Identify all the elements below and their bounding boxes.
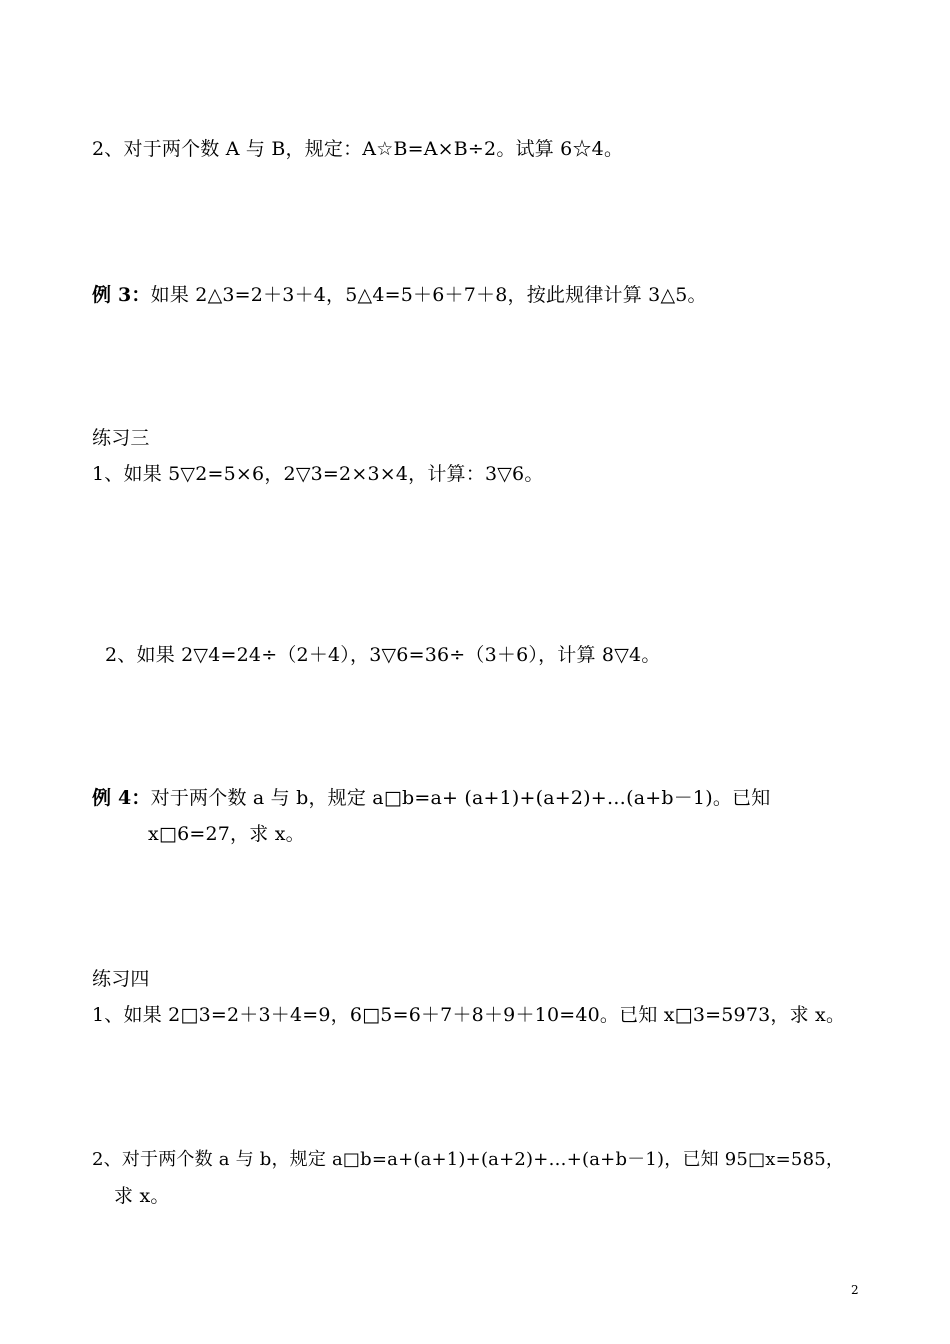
example-4-text-line-1: 对于两个数 a 与 b，规定 a□b=a+ (a+1)+(a+2)+…(a+b－1)。已知 xyxy=(150,787,771,809)
practice-3-question-1: 1、如果 5▽2=5×6，2▽3=2×3×4，计算：3▽6。 xyxy=(92,463,544,485)
example-3 xyxy=(92,283,707,307)
example-3-text: 如果 2△3=2＋3＋4，5△4=5＋6＋7＋8，按此规律计算 3△5。 xyxy=(150,284,707,306)
example-4-label: 例 4： xyxy=(92,787,151,809)
page-number: 2 xyxy=(851,1283,859,1297)
example-3-label: 例 3： xyxy=(92,284,151,306)
practice-3-question-2: 2、如果 2▽4=24÷（2＋4），3▽6=36÷（3＋6），计算 8▽4。 xyxy=(105,644,661,666)
practice-4-question-1: 1、如果 2□3=2＋3＋4=9，6□5=6＋7＋8＋9＋10=40。已知 x□3=5973，求 x。 xyxy=(92,1004,846,1026)
practice-3-title: 练习三 xyxy=(92,427,150,449)
problem-2-star-operation: 2、对于两个数 A 与 B，规定：A☆B=A×B÷2。试算 6☆4。 xyxy=(92,138,624,160)
example-4-text-line-2: x□6=27，求 x。 xyxy=(148,823,305,845)
practice-4-title: 练习四 xyxy=(92,968,150,990)
example-4 xyxy=(92,786,770,810)
practice-4-question-2-line-1: 2、对于两个数 a 与 b，规定 a□b=a+(a+1)+(a+2)+…+(a+b－1)，已知 95□x=585， xyxy=(92,1149,845,1170)
practice-4-question-2-line-2: 求 x。 xyxy=(114,1185,170,1207)
